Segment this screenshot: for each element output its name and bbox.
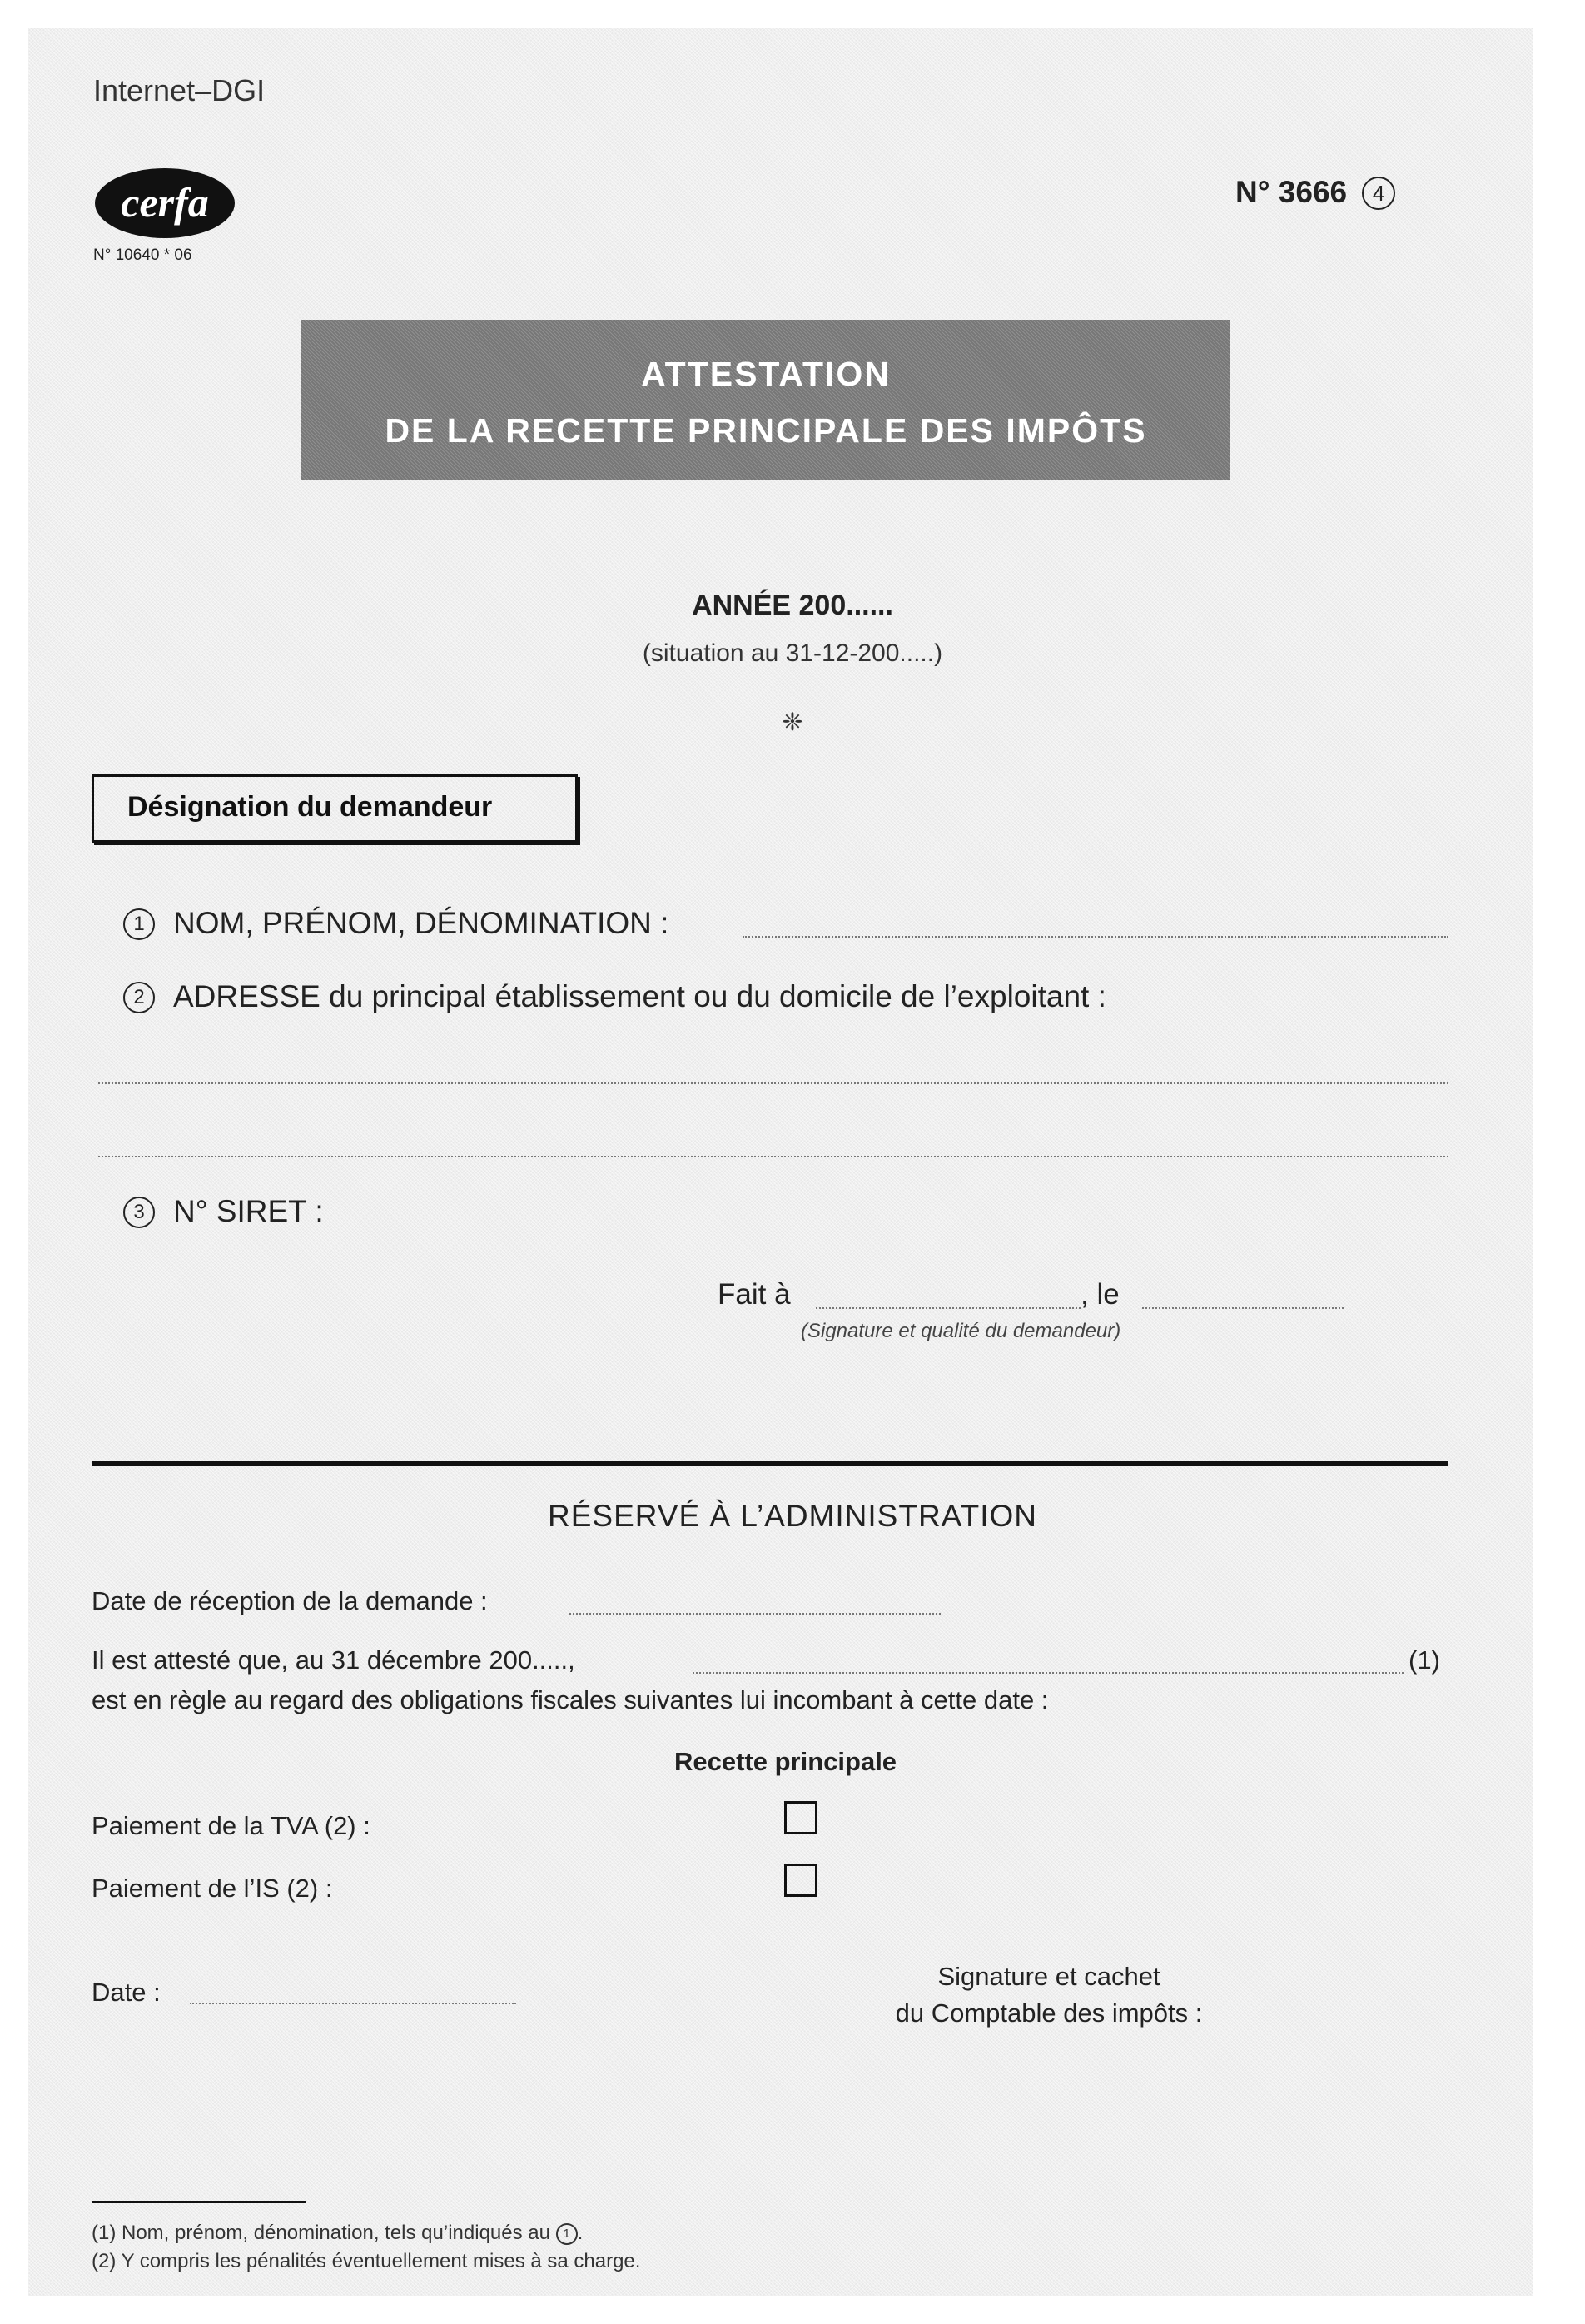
administration-section-title: RÉSERVÉ À L’ADMINISTRATION <box>548 1499 1037 1533</box>
year-subtitle: (situation au 31-12-200.....) <box>642 639 943 667</box>
cerfa-logo <box>93 167 236 243</box>
field-number-3: 3 <box>123 1197 155 1228</box>
requester-section-title: Désignation du demandeur <box>127 791 493 823</box>
address-field-label <box>123 979 1106 1014</box>
accountant-signature-line-1: Signature et cachet <box>937 1962 1160 1991</box>
cerfa-number: N° 10640 * 06 <box>93 246 192 264</box>
address-label: ADRESSE du principal établissement ou du domicile de l’exploitant : <box>173 979 1106 1013</box>
date-dotted-line <box>1142 1307 1344 1309</box>
requester-section-header <box>92 774 578 843</box>
siret-field-label <box>123 1194 324 1229</box>
source-label: Internet–DGI <box>93 73 266 107</box>
signature-caption: (Signature et qualité du demandeur) <box>801 1320 1121 1342</box>
attest-name-field[interactable] <box>696 1640 1400 1671</box>
footnote-divider <box>92 2201 306 2203</box>
siret-label: N° SIRET : <box>173 1194 324 1228</box>
name-dotted-line <box>743 936 1448 938</box>
attest-label: Il est attesté que, au 31 décembre 200....., <box>92 1645 575 1675</box>
address-line-1-field[interactable] <box>102 1048 1445 1081</box>
name-field-label <box>123 906 668 941</box>
footnote-1-text: (1) Nom, prénom, dénomination, tels qu’indiqués au <box>92 2222 550 2244</box>
title-line-1: ATTESTATION <box>641 355 891 393</box>
is-payment-label: Paiement de l’IS (2) : <box>92 1874 333 1903</box>
made-at-dotted-line <box>816 1307 1081 1309</box>
attest-dotted-line <box>693 1672 1404 1674</box>
form-number-block <box>1235 175 1395 210</box>
title-line-2: DE LA RECETTE PRINCIPALE DES IMPÔTS <box>385 411 1147 450</box>
made-at-field[interactable] <box>819 1274 1077 1306</box>
accountant-signature-line-2: du Comptable des impôts : <box>895 1998 1203 2028</box>
reception-date-label: Date de réception de la demande : <box>92 1586 488 1615</box>
siret-field[interactable] <box>366 1191 949 1224</box>
admin-date-field[interactable] <box>193 1970 513 2002</box>
attest-text-line-2: est en règle au regard des obligations fiscales suivantes lui incombant à cette date : <box>92 1685 1049 1714</box>
field-number-1: 1 <box>123 908 155 940</box>
name-field[interactable] <box>746 903 1445 934</box>
tva-payment-label: Paiement de la TVA (2) : <box>92 1811 370 1840</box>
attest-note-ref: (1) <box>1409 1645 1440 1675</box>
address-dotted-line-1 <box>98 1082 1448 1084</box>
footnote-1 <box>92 2222 583 2245</box>
separator-ornament: ❈ <box>782 709 803 736</box>
date-label: , le <box>1081 1278 1120 1311</box>
form-number: N° 3666 <box>1235 175 1348 209</box>
footnote-2: (2) Y compris les pénalités éventuellement mises à sa charge. <box>92 2250 641 2272</box>
reception-date-field[interactable] <box>573 1580 937 1612</box>
reception-date-dotted-line <box>569 1613 941 1615</box>
date-field[interactable] <box>1145 1274 1340 1306</box>
field-number-2: 2 <box>123 982 155 1013</box>
admin-date-dotted-line <box>190 2003 516 2004</box>
name-label: NOM, PRÉNOM, DÉNOMINATION : <box>173 906 669 940</box>
is-checkbox[interactable] <box>784 1864 817 1897</box>
address-dotted-line-2 <box>98 1156 1448 1157</box>
title-banner <box>301 320 1230 480</box>
form-version-circle: 4 <box>1362 177 1395 210</box>
section-divider <box>92 1461 1448 1466</box>
year-title: ANNÉE 200...... <box>692 590 893 621</box>
admin-date-label: Date : <box>92 1978 161 2007</box>
footnote-1-ref: 1 <box>556 2223 578 2245</box>
address-line-2-field[interactable] <box>102 1121 1445 1154</box>
tva-checkbox[interactable] <box>784 1801 817 1834</box>
footnote-1-end: . <box>577 2222 584 2244</box>
made-at-label: Fait à <box>718 1278 791 1311</box>
svg-text:cerfa: cerfa <box>121 179 209 226</box>
recette-column-header: Recette principale <box>674 1747 897 1776</box>
